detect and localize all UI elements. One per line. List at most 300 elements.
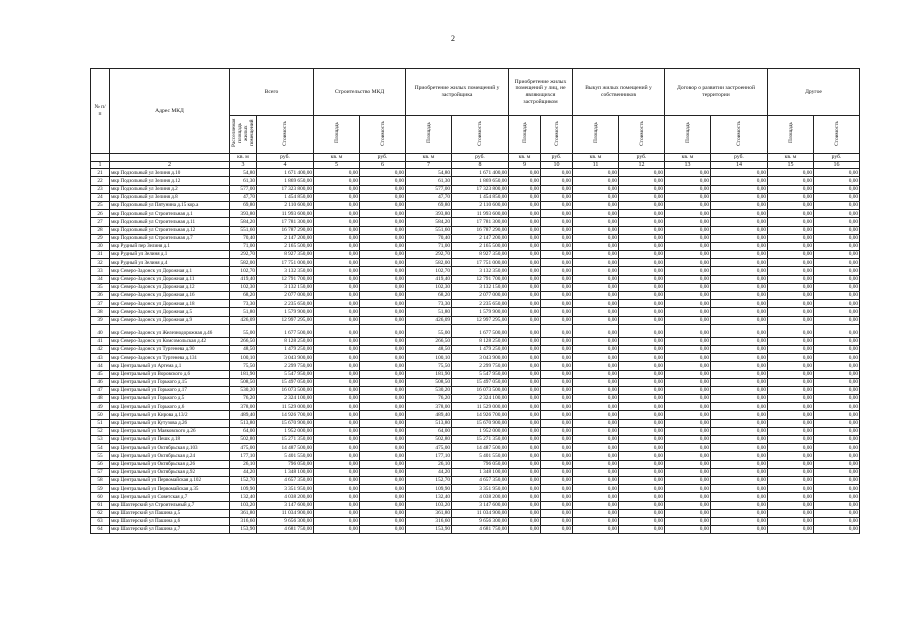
row-number: 42	[91, 345, 110, 353]
row-contract-area: 0,00	[665, 242, 711, 250]
row-other-area: 0,00	[768, 444, 814, 452]
table-row	[91, 177, 860, 185]
col-number: 1	[91, 161, 110, 169]
row-purchase-new-area: 393,80	[406, 210, 452, 218]
row-address: мкр Рудный ул Зелиня д.4	[110, 259, 230, 267]
header-num: № п/п	[91, 69, 110, 154]
row-purchase-other-cost: 0,00	[541, 427, 573, 435]
row-buyout-cost: 0,00	[619, 362, 665, 370]
row-purchase-other-area: 0,00	[509, 517, 541, 525]
row-buyout-area: 0,00	[573, 411, 619, 419]
row-build-cost: 0,00	[360, 324, 406, 337]
row-purchase-new-area: 64,00	[406, 427, 452, 435]
row-build-area: 0,00	[314, 185, 360, 193]
table-row	[91, 362, 860, 370]
row-total-cost: 2 299 750,00	[257, 362, 314, 370]
row-address: мкр Центральный ул Горького д.5	[110, 395, 230, 403]
row-buyout-area: 0,00	[573, 226, 619, 234]
row-buyout-cost: 0,00	[619, 411, 665, 419]
row-purchase-new-cost: 2 110 600,00	[452, 201, 509, 209]
row-build-cost: 0,00	[360, 169, 406, 177]
row-other-cost: 0,00	[814, 234, 860, 242]
row-other-cost: 0,00	[814, 501, 860, 509]
row-buyout-cost: 0,00	[619, 201, 665, 209]
row-other-area: 0,00	[768, 300, 814, 308]
row-buyout-area: 0,00	[573, 460, 619, 468]
row-purchase-other-area: 0,00	[509, 193, 541, 201]
unit-cell: кв. м	[509, 154, 541, 162]
row-contract-cost: 0,00	[711, 476, 768, 484]
row-number: 43	[91, 354, 110, 362]
table-row	[91, 403, 860, 411]
row-build-cost: 0,00	[360, 493, 406, 501]
row-total-area: 73,30	[230, 300, 257, 308]
row-purchase-other-area: 0,00	[509, 259, 541, 267]
row-buyout-cost: 0,00	[619, 509, 665, 517]
row-contract-area: 0,00	[665, 316, 711, 324]
row-build-area: 0,00	[314, 354, 360, 362]
row-total-cost: 11 529 000,00	[257, 403, 314, 411]
row-purchase-other-cost: 0,00	[541, 509, 573, 517]
row-total-cost: 14 487 500,00	[257, 444, 314, 452]
row-buyout-area: 0,00	[573, 354, 619, 362]
row-purchase-new-cost: 1 869 650,00	[452, 177, 509, 185]
row-contract-cost: 0,00	[711, 427, 768, 435]
row-build-area: 0,00	[314, 210, 360, 218]
col-number: 7	[406, 161, 452, 169]
row-other-area: 0,00	[768, 251, 814, 259]
table-row	[91, 210, 860, 218]
row-buyout-area: 0,00	[573, 436, 619, 444]
row-number: 37	[91, 300, 110, 308]
row-build-area: 0,00	[314, 517, 360, 525]
page-number: 2	[451, 34, 455, 43]
row-purchase-new-cost: 796 050,00	[452, 460, 509, 468]
row-total-cost: 796 050,00	[257, 460, 314, 468]
row-contract-cost: 0,00	[711, 218, 768, 226]
row-purchase-other-cost: 0,00	[541, 493, 573, 501]
row-total-area: 55,00	[230, 324, 257, 337]
row-buyout-area: 0,00	[573, 308, 619, 316]
row-number: 52	[91, 427, 110, 435]
row-address: мкр Центральный ул Воровского д.6	[110, 370, 230, 378]
row-build-area: 0,00	[314, 436, 360, 444]
row-contract-cost: 0,00	[711, 444, 768, 452]
row-total-cost: 2 235 650,00	[257, 300, 314, 308]
row-buyout-cost: 0,00	[619, 218, 665, 226]
row-buyout-cost: 0,00	[619, 251, 665, 259]
row-purchase-new-area: 51,80	[406, 308, 452, 316]
header-other: Другое	[768, 69, 860, 116]
row-buyout-cost: 0,00	[619, 370, 665, 378]
row-buyout-cost: 0,00	[619, 308, 665, 316]
row-buyout-area: 0,00	[573, 345, 619, 353]
row-address: мкр Северо-Задонск ул Дорожная д.1	[110, 267, 230, 275]
row-contract-area: 0,00	[665, 324, 711, 337]
row-purchase-other-cost: 0,00	[541, 283, 573, 291]
row-buyout-cost: 0,00	[619, 354, 665, 362]
row-other-cost: 0,00	[814, 452, 860, 460]
row-other-area: 0,00	[768, 242, 814, 250]
row-purchase-other-area: 0,00	[509, 370, 541, 378]
row-contract-cost: 0,00	[711, 362, 768, 370]
table-row	[91, 386, 860, 394]
header-contract-cost: Стоимость	[711, 116, 768, 154]
row-build-cost: 0,00	[360, 485, 406, 493]
table-row	[91, 316, 860, 324]
row-build-area: 0,00	[314, 370, 360, 378]
row-contract-area: 0,00	[665, 169, 711, 177]
table-row	[91, 218, 860, 226]
row-build-area: 0,00	[314, 493, 360, 501]
row-purchase-other-cost: 0,00	[541, 460, 573, 468]
row-buyout-cost: 0,00	[619, 501, 665, 509]
header-other-cost: Стоимость	[814, 116, 860, 154]
row-number: 41	[91, 337, 110, 345]
units-cell-blank	[91, 154, 110, 162]
row-number: 28	[91, 226, 110, 234]
row-address: мкр Рудный ул Зелиня д.1	[110, 251, 230, 259]
header-build-cost: Стоимость	[360, 116, 406, 154]
row-buyout-cost: 0,00	[619, 395, 665, 403]
row-number: 63	[91, 517, 110, 525]
row-total-area: 316,60	[230, 517, 257, 525]
row-contract-area: 0,00	[665, 362, 711, 370]
row-purchase-other-area: 0,00	[509, 177, 541, 185]
row-purchase-new-area: 76,20	[406, 395, 452, 403]
row-build-area: 0,00	[314, 259, 360, 267]
row-purchase-other-area: 0,00	[509, 427, 541, 435]
row-other-area: 0,00	[768, 354, 814, 362]
row-purchase-other-cost: 0,00	[541, 354, 573, 362]
row-purchase-other-area: 0,00	[509, 308, 541, 316]
row-purchase-new-cost: 11 034 900,00	[452, 509, 509, 517]
row-build-area: 0,00	[314, 419, 360, 427]
row-purchase-other-cost: 0,00	[541, 485, 573, 493]
row-purchase-new-area: 419,40	[406, 275, 452, 283]
row-total-cost: 5 547 950,00	[257, 370, 314, 378]
row-purchase-new-cost: 17 323 800,00	[452, 185, 509, 193]
row-purchase-other-cost: 0,00	[541, 177, 573, 185]
row-address: мкр Центральный ул Маяковского д.26	[110, 427, 230, 435]
row-buyout-cost: 0,00	[619, 267, 665, 275]
row-purchase-new-area: 70,40	[406, 234, 452, 242]
row-build-cost: 0,00	[360, 300, 406, 308]
row-contract-area: 0,00	[665, 509, 711, 517]
row-total-area: 68,20	[230, 292, 257, 300]
row-total-area: 71,00	[230, 242, 257, 250]
row-total-cost: 2 165 500,00	[257, 242, 314, 250]
header-purchase-new: Приобретение жилых помещений у застройщика	[406, 69, 509, 116]
row-address: мкр Подзольный ул Строительная д.11	[110, 218, 230, 226]
row-total-area: 47,70	[230, 193, 257, 201]
row-total-area: 64,00	[230, 427, 257, 435]
row-build-cost: 0,00	[360, 444, 406, 452]
row-total-area: 69,80	[230, 201, 257, 209]
row-purchase-new-area: 181,90	[406, 370, 452, 378]
row-build-area: 0,00	[314, 169, 360, 177]
table-row	[91, 468, 860, 476]
row-purchase-other-area: 0,00	[509, 468, 541, 476]
row-other-cost: 0,00	[814, 517, 860, 525]
table-row	[91, 427, 860, 435]
row-contract-area: 0,00	[665, 308, 711, 316]
row-purchase-other-cost: 0,00	[541, 267, 573, 275]
row-other-cost: 0,00	[814, 283, 860, 291]
row-build-cost: 0,00	[360, 509, 406, 517]
row-purchase-other-cost: 0,00	[541, 436, 573, 444]
row-total-cost: 17 751 000,00	[257, 259, 314, 267]
row-buyout-area: 0,00	[573, 452, 619, 460]
row-contract-cost: 0,00	[711, 485, 768, 493]
row-address: мкр Северо-Задонск ул Дорожная д.5	[110, 308, 230, 316]
table-row	[91, 444, 860, 452]
row-purchase-new-cost: 15 271 350,00	[452, 436, 509, 444]
row-total-cost: 5 401 550,00	[257, 452, 314, 460]
row-purchase-new-cost: 16 787 290,00	[452, 226, 509, 234]
row-build-area: 0,00	[314, 337, 360, 345]
row-purchase-new-area: 61,30	[406, 177, 452, 185]
row-contract-cost: 0,00	[711, 419, 768, 427]
row-contract-area: 0,00	[665, 234, 711, 242]
row-total-cost: 3 043 900,00	[257, 354, 314, 362]
row-total-area: 508,50	[230, 378, 257, 386]
row-other-cost: 0,00	[814, 324, 860, 337]
row-total-cost: 15 497 050,00	[257, 378, 314, 386]
row-purchase-other-area: 0,00	[509, 300, 541, 308]
row-buyout-area: 0,00	[573, 259, 619, 267]
row-build-area: 0,00	[314, 386, 360, 394]
row-total-area: 100,10	[230, 354, 257, 362]
row-total-area: 266,50	[230, 337, 257, 345]
row-contract-cost: 0,00	[711, 226, 768, 234]
row-buyout-cost: 0,00	[619, 210, 665, 218]
row-other-area: 0,00	[768, 316, 814, 324]
row-purchase-other-cost: 0,00	[541, 452, 573, 460]
row-other-cost: 0,00	[814, 370, 860, 378]
row-other-area: 0,00	[768, 468, 814, 476]
table-row	[91, 201, 860, 209]
row-total-cost: 11 993 600,00	[257, 210, 314, 218]
row-total-cost: 16 073 500,00	[257, 386, 314, 394]
row-purchase-other-cost: 0,00	[541, 526, 573, 534]
row-address: мкр Шахтерский ул Пашина д.5	[110, 509, 230, 517]
row-total-area: 551,60	[230, 226, 257, 234]
row-buyout-cost: 0,00	[619, 275, 665, 283]
row-number: 32	[91, 259, 110, 267]
row-purchase-new-area: 361,80	[406, 509, 452, 517]
row-purchase-other-area: 0,00	[509, 395, 541, 403]
row-address: мкр Подзольный ул Строительная д.1	[110, 210, 230, 218]
row-other-area: 0,00	[768, 452, 814, 460]
row-address: мкр Северо-Задонск ул Дорожная д.9	[110, 316, 230, 324]
row-contract-cost: 0,00	[711, 300, 768, 308]
row-number: 27	[91, 218, 110, 226]
row-other-area: 0,00	[768, 234, 814, 242]
row-purchase-other-area: 0,00	[509, 345, 541, 353]
row-contract-cost: 0,00	[711, 493, 768, 501]
table-row	[91, 345, 860, 353]
table-row	[91, 300, 860, 308]
col-number: 8	[452, 161, 509, 169]
row-contract-cost: 0,00	[711, 234, 768, 242]
row-purchase-new-area: 47,70	[406, 193, 452, 201]
row-other-area: 0,00	[768, 210, 814, 218]
row-build-cost: 0,00	[360, 345, 406, 353]
table-row	[91, 476, 860, 484]
row-buyout-cost: 0,00	[619, 234, 665, 242]
row-build-area: 0,00	[314, 362, 360, 370]
row-build-cost: 0,00	[360, 362, 406, 370]
row-build-area: 0,00	[314, 193, 360, 201]
row-build-cost: 0,00	[360, 259, 406, 267]
row-build-area: 0,00	[314, 292, 360, 300]
row-contract-area: 0,00	[665, 185, 711, 193]
row-address: мкр Центральный ул Горького д.17	[110, 386, 230, 394]
row-other-area: 0,00	[768, 324, 814, 337]
row-total-cost: 15 670 900,00	[257, 419, 314, 427]
row-other-area: 0,00	[768, 169, 814, 177]
row-build-area: 0,00	[314, 275, 360, 283]
table-row	[91, 395, 860, 403]
row-contract-cost: 0,00	[711, 324, 768, 337]
row-buyout-area: 0,00	[573, 251, 619, 259]
row-number: 59	[91, 485, 110, 493]
row-purchase-other-area: 0,00	[509, 444, 541, 452]
row-purchase-new-area: 152,70	[406, 476, 452, 484]
row-other-cost: 0,00	[814, 201, 860, 209]
row-other-cost: 0,00	[814, 509, 860, 517]
row-number: 34	[91, 275, 110, 283]
row-number: 62	[91, 509, 110, 517]
row-purchase-other-cost: 0,00	[541, 378, 573, 386]
row-build-area: 0,00	[314, 267, 360, 275]
unit-cell: кв. м	[314, 154, 360, 162]
row-number: 22	[91, 177, 110, 185]
row-other-area: 0,00	[768, 411, 814, 419]
row-purchase-new-cost: 1 671 400,00	[452, 169, 509, 177]
row-buyout-cost: 0,00	[619, 485, 665, 493]
row-purchase-other-cost: 0,00	[541, 259, 573, 267]
table-row	[91, 324, 860, 337]
row-purchase-other-area: 0,00	[509, 452, 541, 460]
row-purchase-new-cost: 17 751 000,00	[452, 259, 509, 267]
col-number: 6	[360, 161, 406, 169]
row-total-cost: 2 077 000,00	[257, 292, 314, 300]
row-purchase-other-area: 0,00	[509, 476, 541, 484]
row-purchase-other-area: 0,00	[509, 526, 541, 534]
row-purchase-new-area: 73,30	[406, 300, 452, 308]
unit-cell: руб.	[360, 154, 406, 162]
row-build-area: 0,00	[314, 324, 360, 337]
row-contract-area: 0,00	[665, 210, 711, 218]
row-buyout-cost: 0,00	[619, 517, 665, 525]
row-purchase-new-cost: 15 670 900,00	[452, 419, 509, 427]
row-buyout-area: 0,00	[573, 386, 619, 394]
row-address: мкр Шахтерский ул Пашина д.6	[110, 517, 230, 525]
row-contract-cost: 0,00	[711, 517, 768, 525]
row-number: 23	[91, 185, 110, 193]
row-build-cost: 0,00	[360, 436, 406, 444]
row-other-cost: 0,00	[814, 419, 860, 427]
row-build-cost: 0,00	[360, 226, 406, 234]
row-build-cost: 0,00	[360, 476, 406, 484]
row-buyout-cost: 0,00	[619, 526, 665, 534]
row-buyout-cost: 0,00	[619, 468, 665, 476]
row-address: мкр Северо-Задонск ул Комсомольская д.42	[110, 337, 230, 345]
row-contract-cost: 0,00	[711, 501, 768, 509]
table-row	[91, 517, 860, 525]
table-row	[91, 419, 860, 427]
header-purchase-new-cost: Стоимость	[452, 116, 509, 154]
table-row	[91, 308, 860, 316]
table-row	[91, 337, 860, 345]
row-address: мкр Центральный ул Советская д.7	[110, 493, 230, 501]
row-number: 29	[91, 234, 110, 242]
row-total-cost: 14 926 700,00	[257, 411, 314, 419]
row-purchase-new-area: 109,90	[406, 485, 452, 493]
row-build-area: 0,00	[314, 444, 360, 452]
row-address: мкр Рудный пер Зелиня д.1	[110, 242, 230, 250]
row-buyout-cost: 0,00	[619, 436, 665, 444]
row-buyout-area: 0,00	[573, 362, 619, 370]
row-other-cost: 0,00	[814, 362, 860, 370]
table-row	[91, 460, 860, 468]
row-address: мкр Центральный ул Первомайская д.35	[110, 485, 230, 493]
row-other-cost: 0,00	[814, 427, 860, 435]
row-build-area: 0,00	[314, 460, 360, 468]
row-other-area: 0,00	[768, 337, 814, 345]
row-contract-area: 0,00	[665, 300, 711, 308]
header-buyout-area: Площадь	[573, 116, 619, 154]
row-buyout-area: 0,00	[573, 493, 619, 501]
row-purchase-other-area: 0,00	[509, 403, 541, 411]
row-purchase-new-cost: 16 073 500,00	[452, 386, 509, 394]
row-total-cost: 2 147 200,00	[257, 234, 314, 242]
row-purchase-new-area: 584,20	[406, 218, 452, 226]
row-contract-cost: 0,00	[711, 251, 768, 259]
row-number: 51	[91, 419, 110, 427]
row-total-cost: 16 787 290,00	[257, 226, 314, 234]
row-number: 45	[91, 370, 110, 378]
row-buyout-cost: 0,00	[619, 386, 665, 394]
row-purchase-new-area: 530,20	[406, 386, 452, 394]
row-other-cost: 0,00	[814, 169, 860, 177]
row-other-cost: 0,00	[814, 436, 860, 444]
row-build-cost: 0,00	[360, 403, 406, 411]
row-purchase-new-area: 102,70	[406, 267, 452, 275]
row-contract-area: 0,00	[665, 378, 711, 386]
row-purchase-new-cost: 4 657 350,00	[452, 476, 509, 484]
row-buyout-area: 0,00	[573, 468, 619, 476]
row-purchase-other-area: 0,00	[509, 185, 541, 193]
row-total-area: 153,90	[230, 526, 257, 534]
row-address: мкр Северо-Задонск ул Дорожная д.12	[110, 283, 230, 291]
row-build-area: 0,00	[314, 251, 360, 259]
row-contract-cost: 0,00	[711, 242, 768, 250]
row-build-cost: 0,00	[360, 411, 406, 419]
row-contract-cost: 0,00	[711, 526, 768, 534]
row-address: мкр Северо-Задонск ул Тургенева д.131	[110, 354, 230, 362]
row-purchase-new-cost: 4 681 750,00	[452, 526, 509, 534]
row-purchase-other-cost: 0,00	[541, 517, 573, 525]
row-build-area: 0,00	[314, 411, 360, 419]
row-contract-cost: 0,00	[711, 354, 768, 362]
row-buyout-cost: 0,00	[619, 259, 665, 267]
row-buyout-cost: 0,00	[619, 177, 665, 185]
row-other-area: 0,00	[768, 308, 814, 316]
row-address: мкр Шахтерский ул Пашина д.7	[110, 526, 230, 534]
